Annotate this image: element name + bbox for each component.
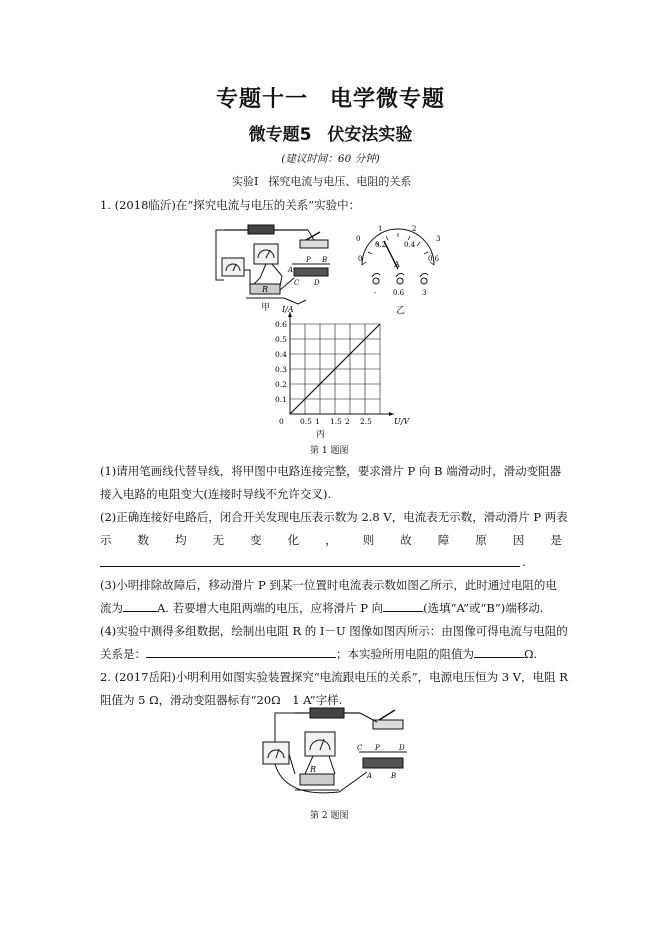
x-tick-label: 0.5 [300,417,312,426]
q1-part3-text-c: (选填“A”或“B”)端移动. [423,601,544,615]
q1-part4-line2 [100,645,537,663]
fig-yi-label: 乙 [396,306,406,316]
q1-part1-line2: 接入电路的电阻变大(连接时导线不允许交叉). [100,487,332,501]
q1-part2-end: . [522,555,526,569]
q1-part2-line1: (2)正确连接好电路后，闭合开关发现电压表示数为 2.8 V，电流表无示数，滑动滑片 P 两表 [100,510,568,524]
q2-circuit-figure [255,702,415,802]
q2-rheostat-p: P [375,744,380,752]
page-subtitle [0,120,661,145]
resistor-icon [246,284,284,298]
q2-stem-line1: 2. (2017岳阳)小明利用如图实验装置探究“电流跟电压的关系”，电源电压恒为 3 V，电阻 R [100,670,568,684]
terminal-neg: - [374,289,377,297]
spread-char: 均 [175,533,187,547]
q1-part2-line2 [100,531,562,549]
q1-figure-caption: 第 1 题图 [310,446,349,456]
spread-char: 数 [137,533,150,547]
experiment-label: 实验Ⅰ [232,175,259,188]
dial-bottom-1: 0.2 [375,241,387,249]
q2-rheostat-a: A [367,772,373,780]
q1-part4-text-b: ；本实验所用电阻的阻值为 [336,647,474,661]
q1-direction-blank[interactable] [383,599,423,612]
dial-top-1: 1 [378,225,383,233]
q2-stem-line2: 阻值为 5 Ω，滑动变阻器标有“20Ω 1 A”字样. [100,693,343,707]
spread-char: 化 [287,533,300,547]
y-tick-label: 0.5 [275,335,287,344]
title-part2: 电学微专题 [330,87,446,112]
q1-part3-text-a: 流为 [100,601,123,615]
dial-top-2: 2 [412,225,417,233]
experiment-heading [232,173,411,189]
rheostat-letter-d: D [314,279,320,287]
q1-part4-text-a: 关系是： [100,647,146,661]
experiment-title: 探究电流与电压、电阻的关系 [268,175,412,188]
q1-current-blank[interactable] [123,599,157,612]
terminal-3: 3 [422,289,427,297]
rheostat-icon [357,744,407,780]
spread-char: 无 [212,533,225,547]
x-tick-label: 2.5 [360,417,372,426]
spread-char: 因 [512,533,525,547]
q1-part2-answer-blank[interactable] [100,566,520,567]
time-note: (建议时间：60 分钟) [281,153,380,165]
spread-char: 变 [250,533,262,547]
resistor-label: R [262,285,269,294]
spread-char: ， [325,533,337,547]
rheostat-letter-b: B [322,256,328,264]
switch-icon [373,710,403,729]
rheostat-icon [287,256,330,287]
q2-rheostat-c: C [357,744,363,752]
dial-top-3: 3 [436,235,441,243]
chart-xlabel: U/V [394,417,410,426]
voltmeter-icon [305,732,335,756]
x-tick-label: 2 [345,417,350,426]
voltmeter-icon [254,244,278,264]
spread-char: 故 [400,533,412,547]
x-axis-arrow [389,412,394,416]
x-tick-label: 1 [315,417,320,426]
page-title [0,82,661,113]
q1-resistance-blank[interactable] [474,645,524,658]
q2-resistor-label: R [310,765,317,774]
spread-char: 是 [550,533,562,547]
title-part1: 专题十一 [215,87,308,112]
dial-unit: A [394,260,400,269]
x-tick-label: 0 [279,417,284,426]
fig-bing-label: 丙 [316,430,326,440]
iu-chart [270,305,420,430]
chart-ylabel: I/A [282,305,294,314]
dial-bottom-2: 0.4 [404,241,416,249]
ammeter-icon [222,258,244,276]
battery-icon [248,225,274,234]
q2-figure-caption: 第 2 题图 [310,811,349,821]
q1-part4-text-c: Ω. [524,647,538,661]
q1-stem: 1. (2018临沂)在“探究电流与电压的关系”实验中： [100,198,361,212]
q2-rheostat-b: B [391,772,397,780]
q1-part3-line2 [100,599,543,617]
rheostat-letter-p: P [306,256,311,264]
rheostat-letter-a: A [288,266,294,274]
dial-bottom-0: 0 [358,255,363,263]
ammeter-dial-figure [348,225,448,300]
spread-char: 示 [100,533,112,547]
y-tick-label: 0.2 [275,380,287,389]
resistor-icon [295,765,339,790]
terminal-0-6: 0.6 [393,289,405,297]
fig-jia-label: 甲 [261,303,271,313]
y-tick-label: 0.3 [275,365,287,374]
subtitle-part2: 伏安法实验 [327,125,413,145]
x-tick-label: 1.5 [330,417,342,426]
spread-char: 原 [475,533,487,547]
q1-relation-blank[interactable] [146,645,336,658]
ammeter-icon [263,742,289,764]
dial-top-0: 0 [356,235,361,243]
dial-bottom-3: 0.6 [428,255,440,263]
q1-part1-line1: (1)请用笔画线代替导线，将甲图中电路连接完整，要求滑片 P 向 B 端滑动时，滑动变阻器 [100,464,562,478]
battery-icon [310,708,344,718]
subtitle-part1: 微专题5 [248,125,312,145]
spread-char: 则 [362,533,375,547]
q1-part3-text-b: A. 若要增大电阻两端的电压，应将滑片 P 向 [157,601,384,615]
rheostat-letter-c: C [294,279,300,287]
q1-part4-line1: (4)实验中测得多组数据，绘制出电阻 R 的 I－U 图像如图丙所示：由图像可得电流与电阻的 [100,624,568,638]
y-tick-label: 0.6 [275,320,287,329]
spread-char: 障 [437,533,450,547]
q2-rheostat-d: D [399,744,405,752]
q1-part3-line1: (3)小明排除故障后，移动滑片 P 到某一位置时电流表示数如图乙所示，此时通过电阻的电 [100,578,557,592]
q1-circuit-figure [210,220,335,320]
y-tick-label: 0.4 [275,350,287,359]
y-tick-label: 0.1 [275,395,287,404]
